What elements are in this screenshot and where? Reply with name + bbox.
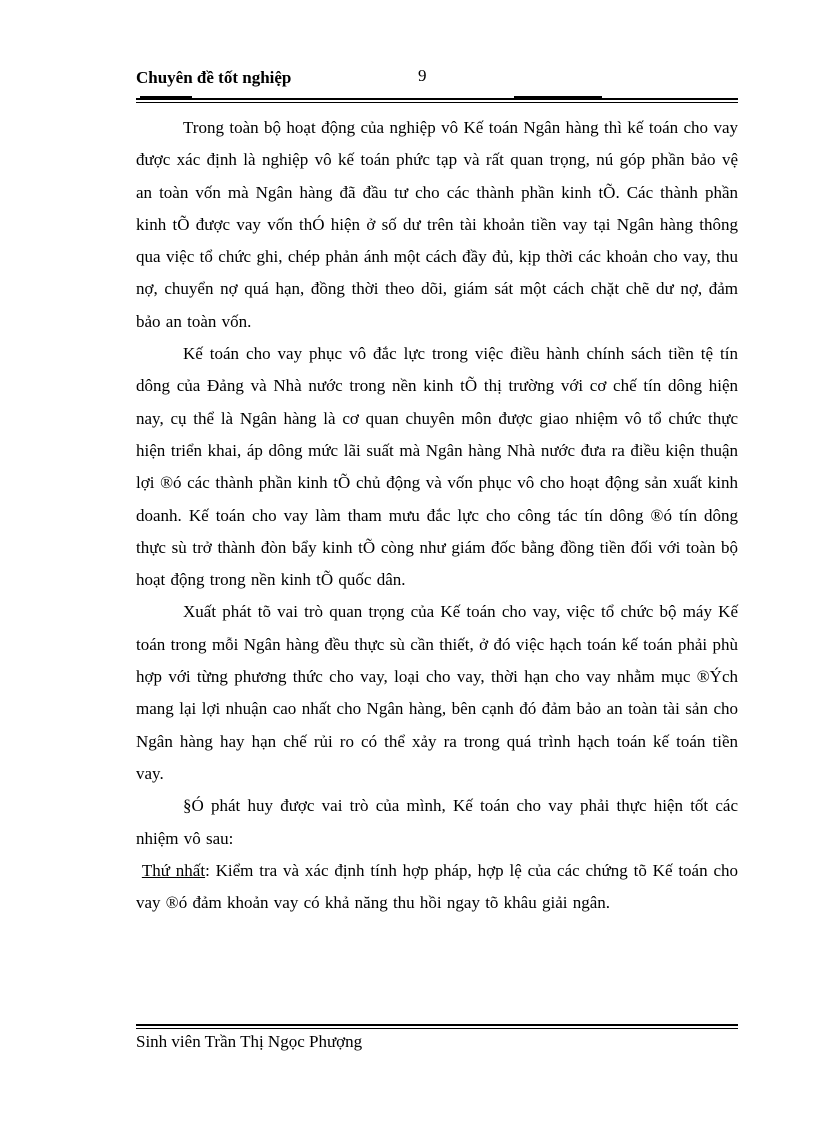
- footer-rule-top: [136, 1024, 738, 1026]
- body-text: [136, 112, 738, 919]
- page-number: 9: [418, 66, 427, 85]
- header-rule-bottom: [136, 102, 738, 103]
- page-header: [136, 66, 738, 106]
- task-text: : Kiểm tra và xác định tính hợp pháp, hợp lệ của các chứng tõ Kế toán cho vay ®ó đảm khoản vay có khả năng thu hồi ngay tõ khâu giải ngân.: [136, 860, 738, 913]
- paragraph-3: Xuất phát tõ vai trò quan trọng của Kế toán cho vay, việc tổ chức bộ máy Kế toán trong mỗi Ngân hàng đều thực sù cần thiết, ở đó việc hạch toán kế toán phải phù hợp với từng phương thức cho vay, loại cho vay, thời hạn cho vay nhằm mục ®Ých mang lại lợi nhuận cao nhất cho Ngân hàng, bên cạnh đó đảm bảo an toàn tài sản cho Ngân hàng hay hạn chế rủi ro có thể xảy ra trong quá trình hạch toán kế toán tiền vay.: [136, 602, 738, 783]
- paragraph-1: Trong toàn bộ hoạt động của nghiệp vô Kế toán Ngân hàng thì kế toán cho vay được xác định là nghiệp vô kế toán phức tạp và rất quan trọng, nú góp phần bảo vệ an toàn vốn mà Ngân hàng đã đầu tư cho các thành phần kinh tÕ. Các thành phần kinh tÕ được vay vốn thÓ hiện ở số dư trên tài khoản tiền vay tại Ngân hàng thông qua việc tổ chức ghi, chép phản ánh một cách đầy đủ, kịp thời các khoản cho vay, thu nợ, chuyển nợ quá hạn, đồng thời theo dõi, giám sát một cách chặt chẽ dư nợ, đảm bảo an toàn vốn.: [136, 118, 738, 331]
- header-title: Chuyên đề tốt nghiệp: [136, 68, 292, 87]
- task-paragraph: [136, 855, 738, 920]
- footer-rule-bottom: [136, 1028, 738, 1029]
- header-rule-top: [136, 98, 738, 100]
- paragraph-2: Kế toán cho vay phục vô đắc lực trong việc điều hành chính sách tiền tệ tín dông của Đảng và Nhà nước trong nền kinh tÕ thị trường với cơ chế tín dông hiện nay, cụ thể là Ngân hàng là cơ quan chuyên môn được giao nhiệm vô tổ chức thực hiện triển khai, áp dông mức lãi suất mà Ngân hàng Nhà nước đưa ra điều kiện thuận lợi ®ó các thành phần kinh tÕ chủ động và vốn phục vô cho hoạt động sản xuất kinh doanh. Kế toán cho vay làm tham mưu đắc lực cho công tác tín dông ®ó tín dông thực sù trở thành đòn bẩy kinh tÕ còng như giám đốc bằng đồng tiền đối với toàn bộ hoạt động trong nền kinh tÕ quốc dân.: [136, 344, 738, 590]
- page-footer: [136, 1024, 738, 1064]
- footer-author: Sinh viên Trần Thị Ngọc Phượng: [136, 1032, 363, 1051]
- task-label: Thứ nhất: [141, 860, 206, 880]
- paragraph-4: §Ó phát huy được vai trò của mình, Kế toán cho vay phải thực hiện tốt các nhiệm vô sau:: [136, 796, 738, 848]
